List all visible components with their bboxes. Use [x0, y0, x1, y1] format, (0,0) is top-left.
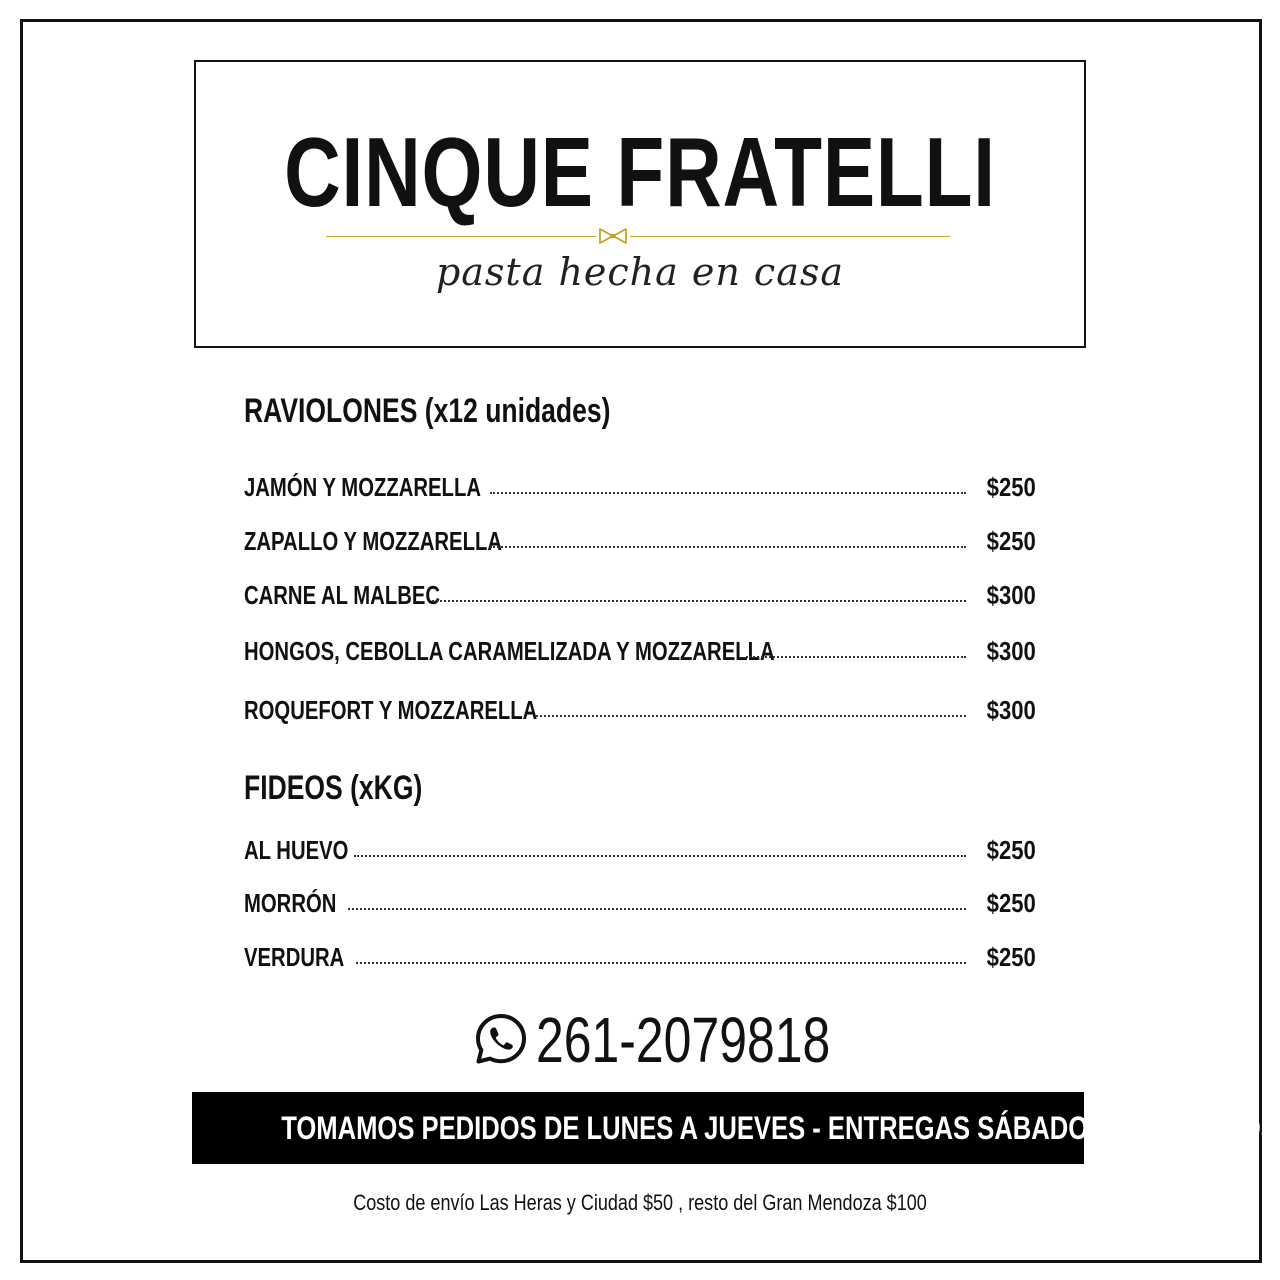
item-price: $250 [986, 942, 1036, 972]
gold-divider-right [630, 236, 950, 237]
item-price: $250 [986, 526, 1036, 556]
item-price: $300 [986, 695, 1036, 725]
gold-divider-left [326, 236, 596, 237]
section-title-raviolones: RAVIOLONES (x12 unidades) [244, 392, 611, 430]
tagline: pasta hecha en casa [435, 250, 845, 294]
dot-leader [536, 715, 966, 717]
menu-item [244, 470, 1036, 504]
notice-bar [192, 1092, 1278, 1164]
dot-leader [354, 855, 966, 857]
item-price: $300 [986, 636, 1036, 666]
dot-leader [356, 962, 966, 964]
menu-item [244, 693, 1036, 727]
section-title-fideos: FIDEOS (xKG) [244, 769, 423, 807]
dot-leader [432, 600, 966, 602]
item-name: ROQUEFORT Y MOZZARELLA [244, 695, 538, 725]
item-name: VERDURA [244, 942, 345, 972]
menu-item [244, 886, 1036, 920]
phone-number: 261-2079818 [536, 1004, 831, 1076]
item-name: ZAPALLO Y MOZZARELLA [244, 526, 502, 556]
whatsapp-icon [474, 1012, 528, 1066]
menu-item [244, 578, 1036, 612]
menu-item [244, 634, 1036, 668]
item-price: $250 [986, 472, 1036, 502]
brand-title: CINQUE FRATELLI [284, 117, 996, 227]
menu-item [244, 524, 1036, 558]
menu-item [244, 833, 1036, 867]
item-name: JAMÓN Y MOZZARELLA [244, 472, 481, 502]
item-price: $250 [986, 888, 1036, 918]
item-name: HONGOS, CEBOLLA CARAMELIZADA Y MOZZARELLA [244, 636, 775, 666]
item-name: MORRÓN [244, 888, 337, 918]
shipping-note: Costo de envío Las Heras y Ciudad $50 , resto del Gran Mendoza $100 [353, 1190, 927, 1215]
bowtie-pasta-icon [598, 226, 628, 246]
dot-leader [490, 492, 966, 494]
dot-leader [348, 908, 966, 910]
dot-leader [490, 546, 966, 548]
menu-item [244, 940, 1036, 974]
contact-phone[interactable] [474, 1004, 831, 1076]
item-name: CARNE AL MALBEC [244, 580, 441, 610]
item-price: $300 [986, 580, 1036, 610]
item-price: $250 [986, 835, 1036, 865]
dot-leader [746, 656, 966, 658]
notice-text: TOMAMOS PEDIDOS DE LUNES A JUEVES - ENTREGAS SÁBADOS Y DOMINGOS [281, 1110, 1278, 1146]
item-name: AL HUEVO [244, 835, 349, 865]
